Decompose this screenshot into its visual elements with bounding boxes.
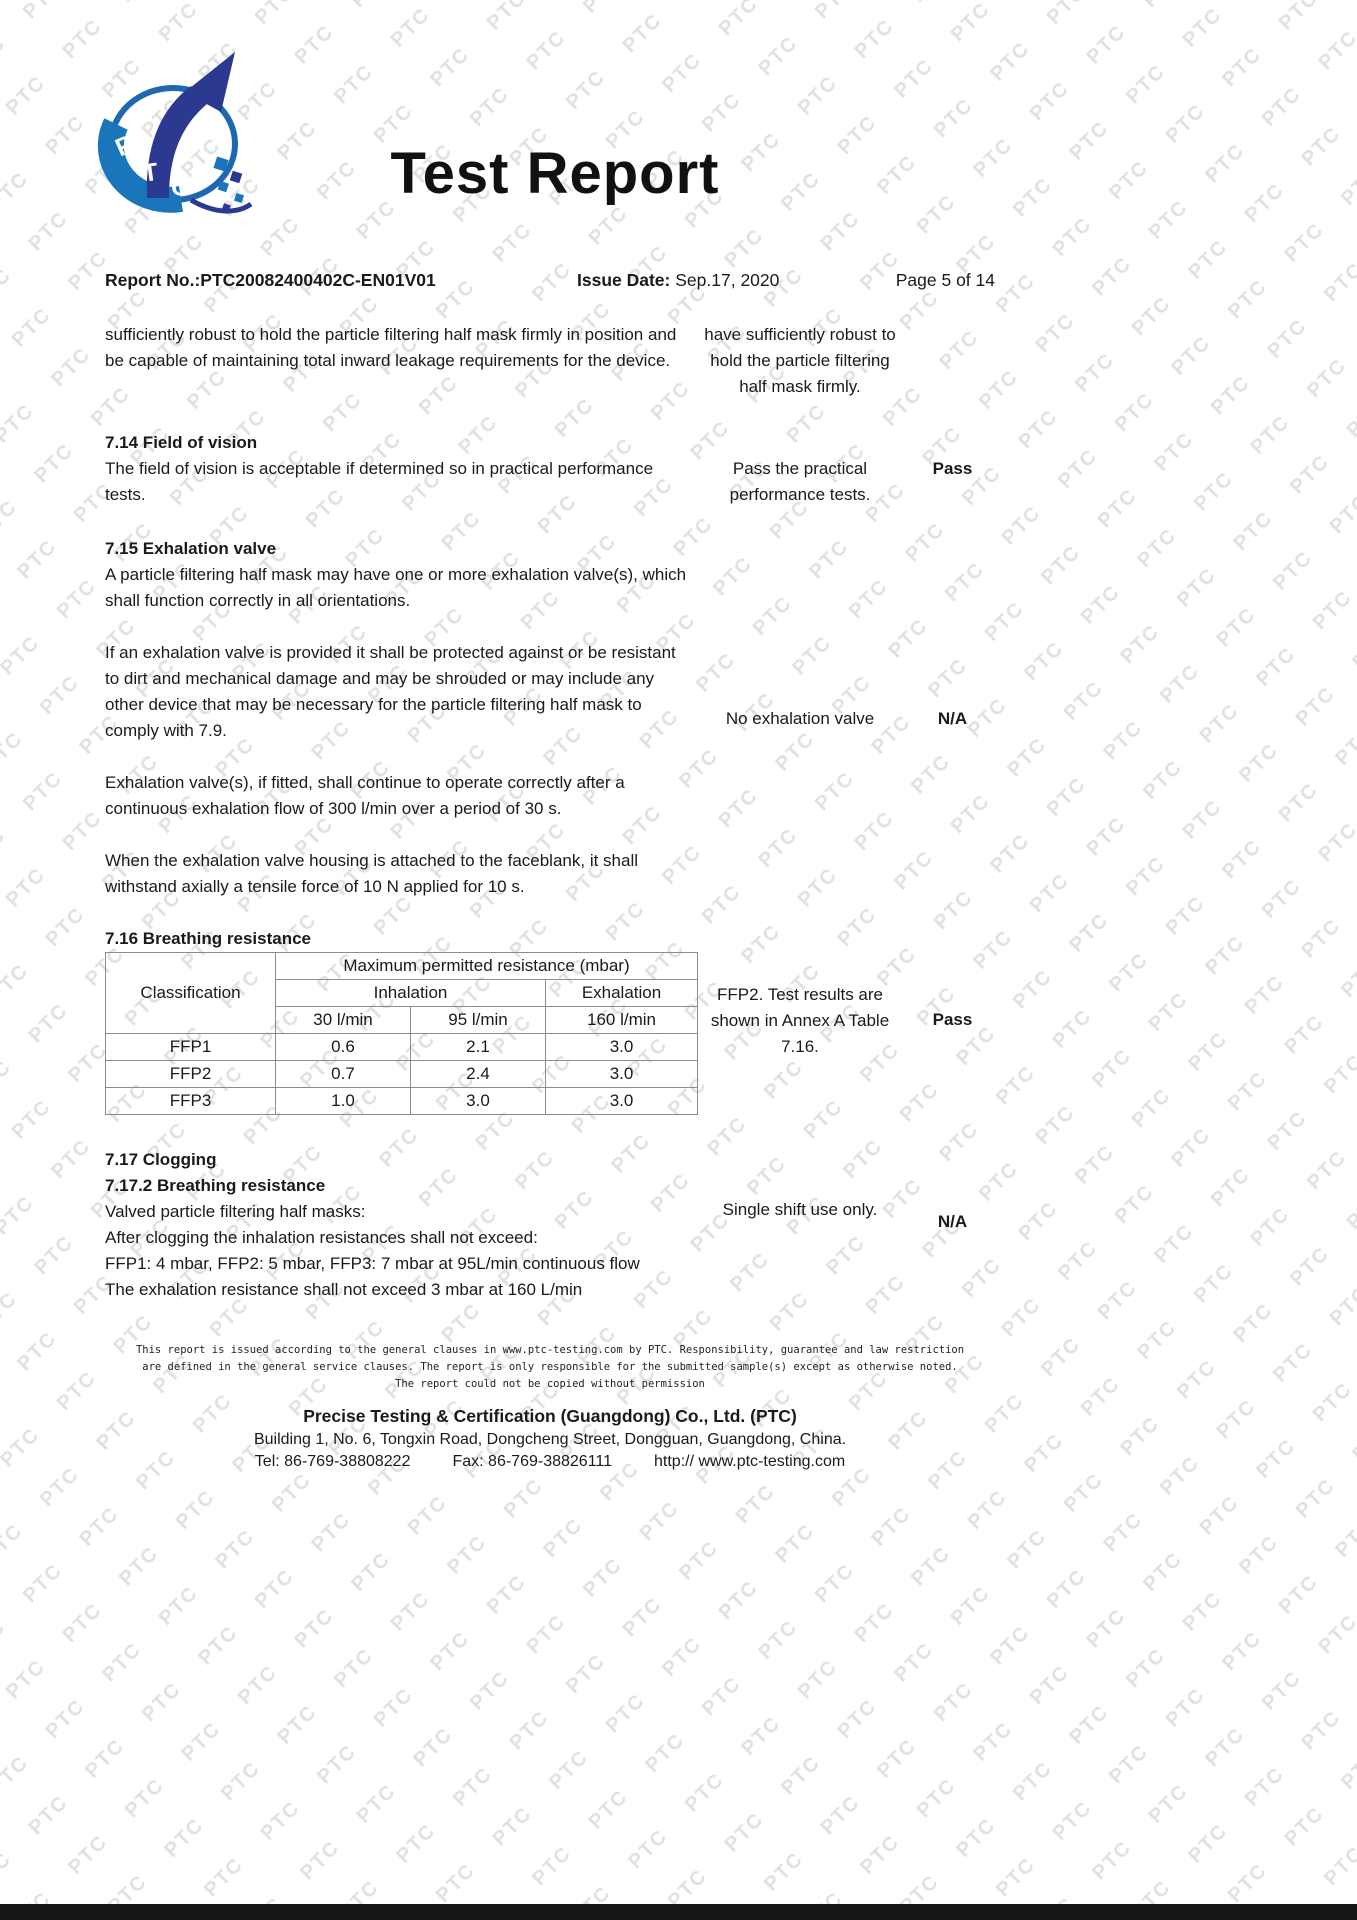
- company-name: Precise Testing & Certification (Guangdong) Co., Ltd. (PTC): [303, 1406, 797, 1426]
- page-title: Test Report: [390, 141, 720, 206]
- section-7-17-line-3: FFP1: 4 mbar, FFP2: 5 mbar, FFP3: 7 mbar at 95L/min continuous flow: [105, 1254, 640, 1273]
- report-number: Report No.:PTC20082400402C-EN01V01: [105, 270, 436, 290]
- section-7-15-paragraph-3: Exhalation valve(s), if fitted, shall continue to operate correctly after a continuous exhalation flow of 300 l/min over a period of 30 s.: [105, 773, 625, 818]
- table-cell: 3.0: [546, 1034, 698, 1061]
- table-header-flow-160: 160 l/min: [546, 1007, 698, 1034]
- breathing-resistance-table: [105, 952, 698, 1115]
- table-header-inhalation: Inhalation: [276, 980, 546, 1007]
- section-intro: [105, 322, 995, 400]
- section-7-17-verdict: N/A: [937, 1212, 968, 1231]
- section-7-15-heading: 7.15 Exhalation valve: [105, 539, 277, 558]
- table-header-classification: Classification: [106, 953, 276, 1034]
- intro-requirement: have sufficiently robust to hold the particle filtering half mask firmly.: [704, 325, 896, 396]
- intro-verdict: [910, 322, 995, 400]
- section-7-14-paragraph: The field of vision is acceptable if determined so in practical performance tests.: [105, 459, 654, 504]
- section-7-17-2-heading: 7.17.2 Breathing resistance: [105, 1176, 326, 1195]
- section-7-14-verdict: Pass: [932, 459, 973, 478]
- report-body: [105, 322, 995, 1303]
- table-header-max-resistance: Maximum permitted resistance (mbar): [276, 953, 698, 980]
- logo-letter-t: T: [140, 157, 160, 188]
- report-meta: [105, 270, 995, 298]
- section-7-15-paragraph-1: A particle filtering half mask may have one or more exhalation valve(s), which shall function correctly in all orientations.: [105, 565, 687, 610]
- section-7-16-requirement: FFP2. Test results are shown in Annex A Table 7.16.: [710, 985, 890, 1056]
- page-indicator: Page 5 of 14: [895, 270, 995, 290]
- section-7-15-requirement: No exhalation valve: [725, 709, 875, 728]
- table-cell: 0.6: [276, 1034, 411, 1061]
- section-7-14-heading: 7.14 Field of vision: [105, 433, 258, 452]
- table-row-ffp3: [106, 1088, 698, 1115]
- company-address: Building 1, No. 6, Tongxin Road, Dongcheng Street, Dongguan, Guangdong, China.: [253, 1431, 847, 1448]
- company-contacts: [105, 1453, 995, 1471]
- table-header-flow-95: 95 l/min: [411, 1007, 546, 1034]
- table-cell: FFP1: [106, 1034, 276, 1061]
- table-cell: 2.1: [411, 1034, 546, 1061]
- section-7-17-requirement: Single shift use only.: [722, 1200, 878, 1219]
- table-cell: 3.0: [546, 1088, 698, 1115]
- table-cell: 0.7: [276, 1061, 411, 1088]
- section-7-16-verdict: Pass: [932, 1010, 973, 1029]
- table-row-ffp2: [106, 1061, 698, 1088]
- issue-date: [577, 270, 779, 291]
- company-website: http:// www.ptc-testing.com: [654, 1453, 846, 1470]
- company-fax: Fax: 86-769-38826111: [452, 1453, 613, 1470]
- disclaimer-line-2: are defined in the general service clauses. The report is only responsible for the submitted sample(s) except as otherwise noted.: [142, 1361, 958, 1373]
- table-row-ffp1: [106, 1034, 698, 1061]
- section-7-14-requirement: Pass the practical performance tests.: [729, 459, 871, 504]
- issue-date-value: Sep.17, 2020: [675, 270, 780, 290]
- disclaimer-line-1: This report is issued according to the general clauses in www.ptc-testing.com by PTC. Responsibility, guarantee and law restriction: [135, 1344, 965, 1356]
- section-7-14: [105, 430, 995, 508]
- disclaimer-line-3: The report could not be copied without permission: [395, 1378, 705, 1390]
- section-7-15: [105, 536, 995, 900]
- table-cell: 2.4: [411, 1061, 546, 1088]
- table-cell: 1.0: [276, 1088, 411, 1115]
- page-bottom-bar: [0, 1904, 1357, 1920]
- table-cell: FFP3: [106, 1088, 276, 1115]
- logo-letter-c: C: [169, 172, 191, 203]
- section-7-17-line-2: After clogging the inhalation resistances shall not exceed:: [105, 1228, 538, 1247]
- section-7-17-line-1: Valved particle filtering half masks:: [105, 1202, 366, 1221]
- table-cell: 3.0: [411, 1088, 546, 1115]
- table-header-flow-30: 30 l/min: [276, 1007, 411, 1034]
- section-7-16-heading: 7.16 Breathing resistance: [105, 929, 311, 948]
- section-7-15-paragraph-4: When the exhalation valve housing is attached to the faceblank, it shall withstand axially a tensile force of 10 N applied for 10 s.: [105, 851, 639, 896]
- section-7-17: [105, 1147, 995, 1303]
- section-7-16: [105, 926, 995, 1115]
- table-cell: 3.0: [546, 1061, 698, 1088]
- table-cell: FFP2: [106, 1061, 276, 1088]
- company-tel: Tel: 86-769-38808222: [254, 1453, 411, 1470]
- section-7-17-heading: 7.17 Clogging: [105, 1150, 217, 1169]
- report-footer: [105, 1342, 995, 1471]
- table-header-exhalation: Exhalation: [546, 980, 698, 1007]
- section-7-15-verdict: N/A: [937, 709, 968, 728]
- issue-date-label: Issue Date:: [577, 270, 671, 290]
- disclaimer: [105, 1342, 995, 1393]
- logo-letter-p: P: [111, 129, 138, 163]
- intro-paragraph: sufficiently robust to hold the particle filtering half mask firmly in position and be capable of maintaining total inward leakage requirements for the device.: [105, 325, 677, 370]
- section-7-17-line-4: The exhalation resistance shall not exceed 3 mbar at 160 L/min: [105, 1280, 583, 1299]
- section-7-15-paragraph-2: If an exhalation valve is provided it shall be protected against or be resistant to dirt and mechanical damage and may be shrouded or may include any other device that may be necessary for the particle filtering half mask to comply with 7.9.: [105, 643, 676, 740]
